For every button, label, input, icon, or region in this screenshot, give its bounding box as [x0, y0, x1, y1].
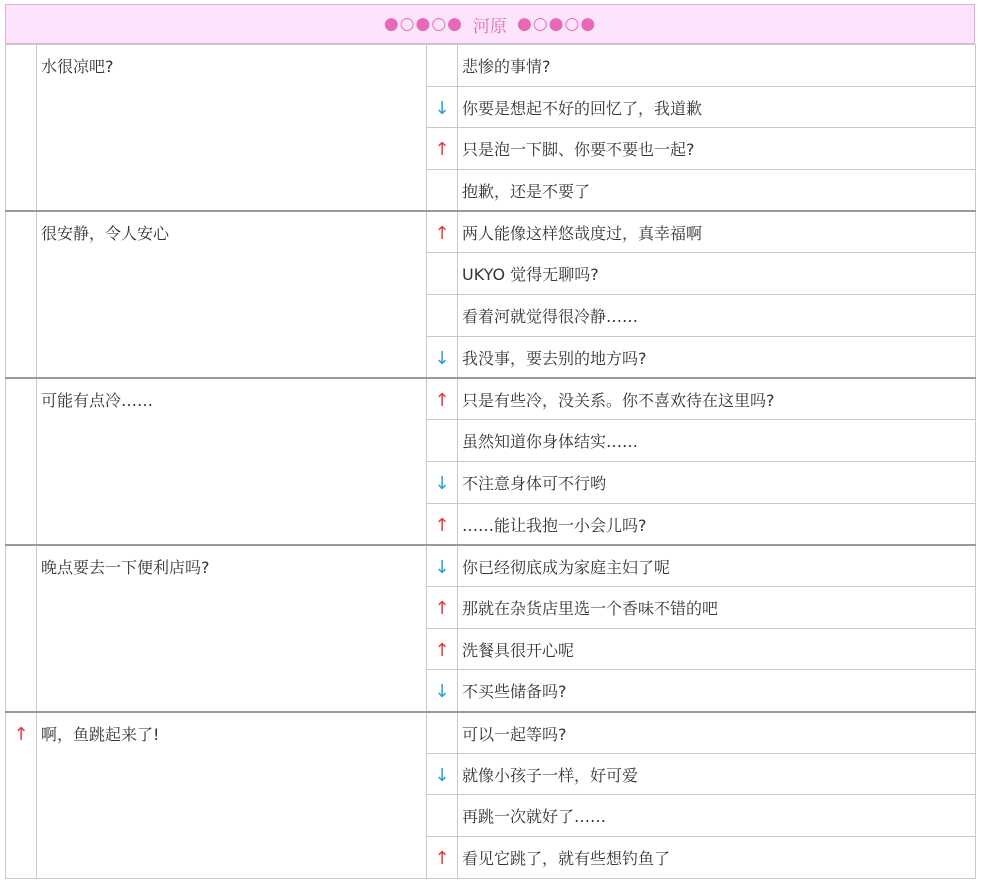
affection-down-arrow-icon: ↓: [427, 461, 458, 503]
response-option: 看见它跳了，就有些想钓鱼了: [458, 837, 976, 879]
affection-neutral-cell: [427, 795, 458, 837]
location-header: [5, 4, 975, 44]
affection-neutral-cell: [427, 295, 458, 337]
dialogue-prompt: 很安静，令人安心: [37, 211, 427, 378]
table-row: [6, 211, 976, 253]
dialogue-choice-table-container: [5, 4, 975, 879]
affection-up-arrow-icon: ↑: [427, 378, 458, 420]
affection-neutral-cell: [427, 712, 458, 754]
response-option: UKYO 觉得无聊吗?: [458, 253, 976, 295]
lead-affection-arrow-icon: [6, 545, 37, 712]
affection-up-arrow-icon: ↑: [427, 628, 458, 670]
response-option: 悲惨的事情?: [458, 45, 976, 87]
dialogue-prompt: 可能有点冷……: [37, 378, 427, 545]
table-row: [6, 378, 976, 420]
dialogue-table-body: [6, 45, 976, 879]
decorative-dots-left: ●○●○●: [383, 14, 463, 34]
affection-neutral-cell: [427, 253, 458, 295]
affection-up-arrow-icon: ↑: [427, 211, 458, 253]
response-option: 只是泡一下脚、你要不要也一起?: [458, 128, 976, 170]
response-option: 那就在杂货店里选一个香味不错的吧: [458, 586, 976, 628]
response-option: 可以一起等吗?: [458, 712, 976, 754]
response-option: 洗餐具很开心呢: [458, 628, 976, 670]
table-row: [6, 545, 976, 587]
lead-affection-arrow-icon: ↑: [6, 712, 37, 879]
lead-affection-arrow-icon: [6, 378, 37, 545]
affection-neutral-cell: [427, 45, 458, 87]
response-option: 就像小孩子一样，好可爱: [458, 753, 976, 795]
decorative-dots-right: ●○●○●: [517, 14, 597, 34]
lead-affection-arrow-icon: [6, 45, 37, 212]
affection-down-arrow-icon: ↓: [427, 336, 458, 378]
response-option: 不买些储备吗?: [458, 670, 976, 712]
lead-affection-arrow-icon: [6, 211, 37, 378]
affection-down-arrow-icon: ↓: [427, 670, 458, 712]
dialogue-prompt: 晚点要去一下便利店吗?: [37, 545, 427, 712]
response-option: 只是有些冷，没关系。你不喜欢待在这里吗?: [458, 378, 976, 420]
response-option: 你已经彻底成为家庭主妇了呢: [458, 545, 976, 587]
affection-down-arrow-icon: ↓: [427, 86, 458, 128]
affection-neutral-cell: [427, 420, 458, 462]
affection-down-arrow-icon: ↓: [427, 545, 458, 587]
affection-up-arrow-icon: ↑: [427, 503, 458, 545]
response-option: 你要是想起不好的回忆了，我道歉: [458, 86, 976, 128]
affection-down-arrow-icon: ↓: [427, 753, 458, 795]
affection-neutral-cell: [427, 170, 458, 212]
affection-up-arrow-icon: ↑: [427, 128, 458, 170]
table-row: [6, 712, 976, 754]
affection-up-arrow-icon: ↑: [427, 837, 458, 879]
response-option: 抱歉，还是不要了: [458, 170, 976, 212]
dialogue-prompt: 啊，鱼跳起来了!: [37, 712, 427, 879]
table-row: [6, 45, 976, 87]
location-title: 河原: [473, 16, 507, 37]
dialogue-table: [5, 44, 976, 879]
response-option: 我没事，要去别的地方吗?: [458, 336, 976, 378]
response-option: 虽然知道你身体结实……: [458, 420, 976, 462]
response-option: ……能让我抱一小会儿吗?: [458, 503, 976, 545]
dialogue-prompt: 水很凉吧?: [37, 45, 427, 212]
response-option: 不注意身体可不行哟: [458, 461, 976, 503]
response-option: 再跳一次就好了……: [458, 795, 976, 837]
affection-up-arrow-icon: ↑: [427, 586, 458, 628]
response-option: 两人能像这样悠哉度过，真幸福啊: [458, 211, 976, 253]
response-option: 看着河就觉得很冷静……: [458, 295, 976, 337]
